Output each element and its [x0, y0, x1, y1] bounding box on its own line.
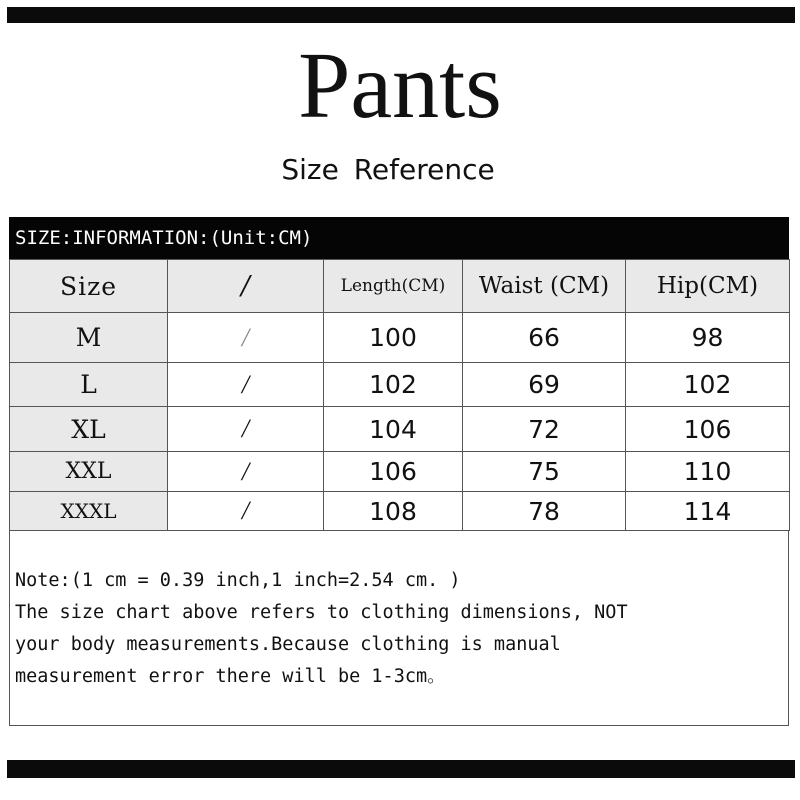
bottom-border-bar — [7, 760, 795, 778]
size-chart — [9, 217, 789, 531]
top-border-bar — [7, 7, 795, 23]
column-header-hip: Hip(CM) — [626, 260, 790, 313]
note-line: The size chart above refers to clothing dimensions, NOT — [15, 602, 628, 623]
slash-cell: / — [168, 313, 324, 363]
size-cell: XXXL — [10, 492, 168, 531]
size-info-header: SIZE:INFORMATION:(Unit:CM) — [9, 217, 789, 259]
size-cell: L — [10, 363, 168, 407]
length-cell: 106 — [324, 452, 463, 492]
length-cell: 108 — [324, 492, 463, 531]
table-row — [10, 363, 790, 407]
waist-cell: 69 — [463, 363, 626, 407]
slash-cell: / — [168, 363, 324, 407]
slash-cell: / — [168, 407, 324, 452]
hip-cell: 106 — [626, 407, 790, 452]
waist-cell: 72 — [463, 407, 626, 452]
column-header-waist: Waist (CM) — [463, 260, 626, 313]
table-row — [10, 452, 790, 492]
table-row — [10, 492, 790, 531]
column-header-length: Length(CM) — [324, 260, 463, 313]
size-table — [9, 259, 790, 531]
size-cell: XL — [10, 407, 168, 452]
length-cell: 100 — [324, 313, 463, 363]
page-title: Pants — [298, 34, 502, 138]
slash-cell: / — [168, 452, 324, 492]
slash-cell: / — [168, 492, 324, 531]
table-header-row — [10, 260, 790, 313]
length-cell: 104 — [324, 407, 463, 452]
hip-cell: 110 — [626, 452, 790, 492]
table-row — [10, 313, 790, 363]
hip-cell: 114 — [626, 492, 790, 531]
column-header-size: Size — [10, 260, 168, 313]
hip-cell: 102 — [626, 363, 790, 407]
column-header-slash: / — [168, 260, 324, 313]
note-line: your body measurements.Because clothing is manual — [15, 634, 561, 655]
table-row — [10, 407, 790, 452]
note-line: measurement error there will be 1-3cm。 — [15, 666, 446, 687]
note-box — [9, 531, 789, 726]
size-cell: M — [10, 313, 168, 363]
size-cell: XXL — [10, 452, 168, 492]
waist-cell: 75 — [463, 452, 626, 492]
hip-cell: 98 — [626, 313, 790, 363]
page-subtitle: Size Reference — [281, 153, 495, 186]
waist-cell: 66 — [463, 313, 626, 363]
note-text — [15, 565, 785, 693]
length-cell: 102 — [324, 363, 463, 407]
waist-cell: 78 — [463, 492, 626, 531]
note-line: Note:(1 cm = 0.39 inch,1 inch=2.54 cm. ) — [15, 570, 461, 591]
